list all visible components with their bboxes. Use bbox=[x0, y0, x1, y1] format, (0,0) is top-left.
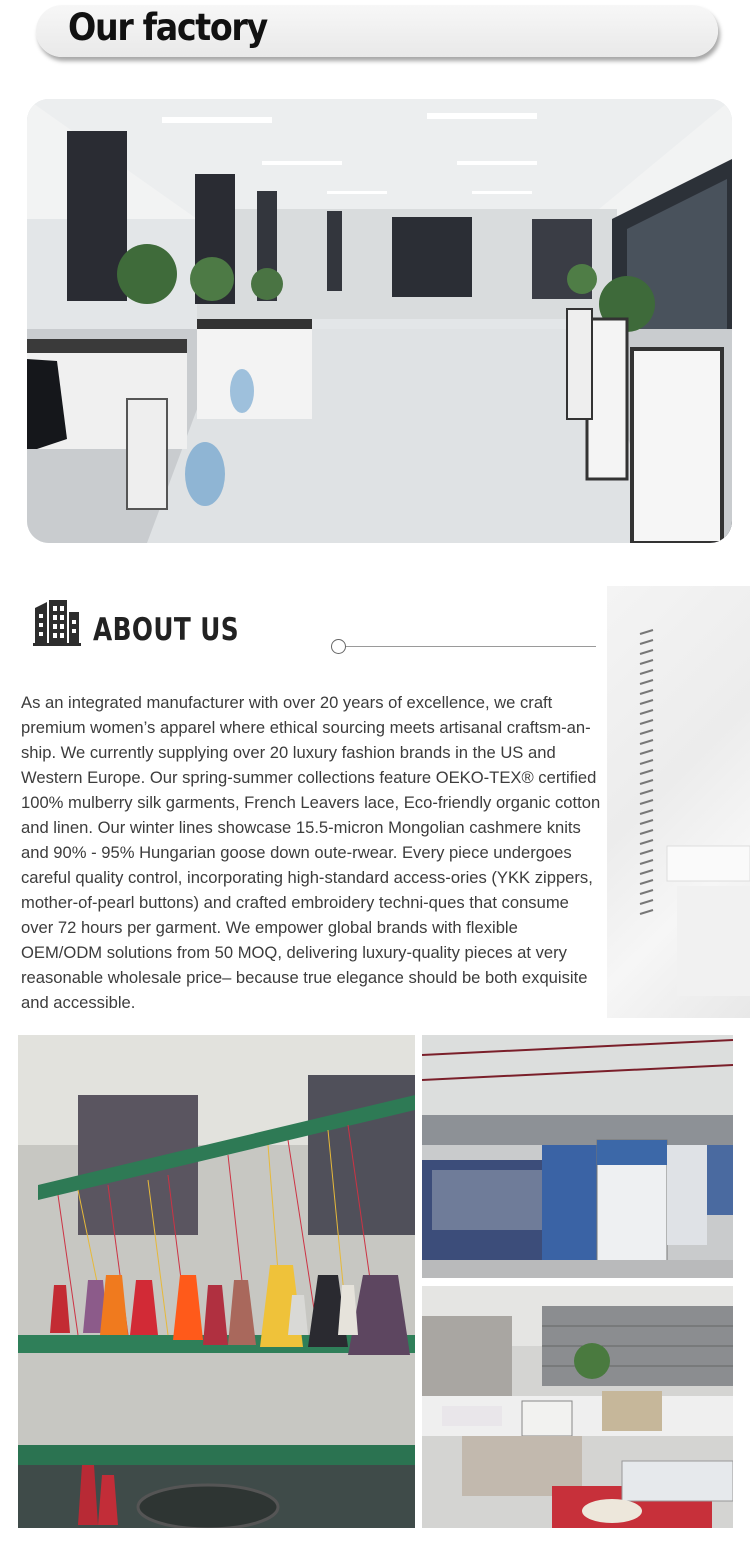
divider-dot bbox=[331, 639, 346, 654]
sewing-workshop-photo bbox=[422, 1286, 733, 1528]
office-photo bbox=[27, 99, 732, 543]
divider-line bbox=[340, 646, 596, 647]
yarn-spools-photo bbox=[18, 1035, 415, 1528]
knitting-machines-photo bbox=[422, 1035, 733, 1278]
about-paragraph: As an integrated manufacturer with over 20 years of excellence, we craft premium women’s apparel where ethical sourcing meets artisanal craftsm-an-ship. We currently supplying over 20 luxury fashion brands in the US and Western Europe. Our spring-summer collections feature OEKO-TEX® certified 100% mulberry silk garments, French Leavers lace, Eco-friendly organic cotton and linen. Our winter lines showcase 15.5-micron Mongolian cashmere knits and 90% - 95% Hungarian goose down oute-rwear. Every piece undergoes careful quality control, incorporating high-standard access-ories (YKK zippers, mother-of-pearl buttons) and crafted embroidery techni-ques that consume over 72 hours per garment. We empower global brands with flexible OEM/ODM solutions from 50 MOQ, delivering luxury-quality pieces at very reasonable wholesale price– because true elegance should be both exquisite and accessible. bbox=[21, 693, 601, 1012]
page-title: Our factory bbox=[68, 6, 267, 49]
building-icon bbox=[33, 598, 81, 646]
decorative-side-panel bbox=[607, 586, 750, 1018]
about-heading: ABOUT US bbox=[93, 612, 240, 648]
